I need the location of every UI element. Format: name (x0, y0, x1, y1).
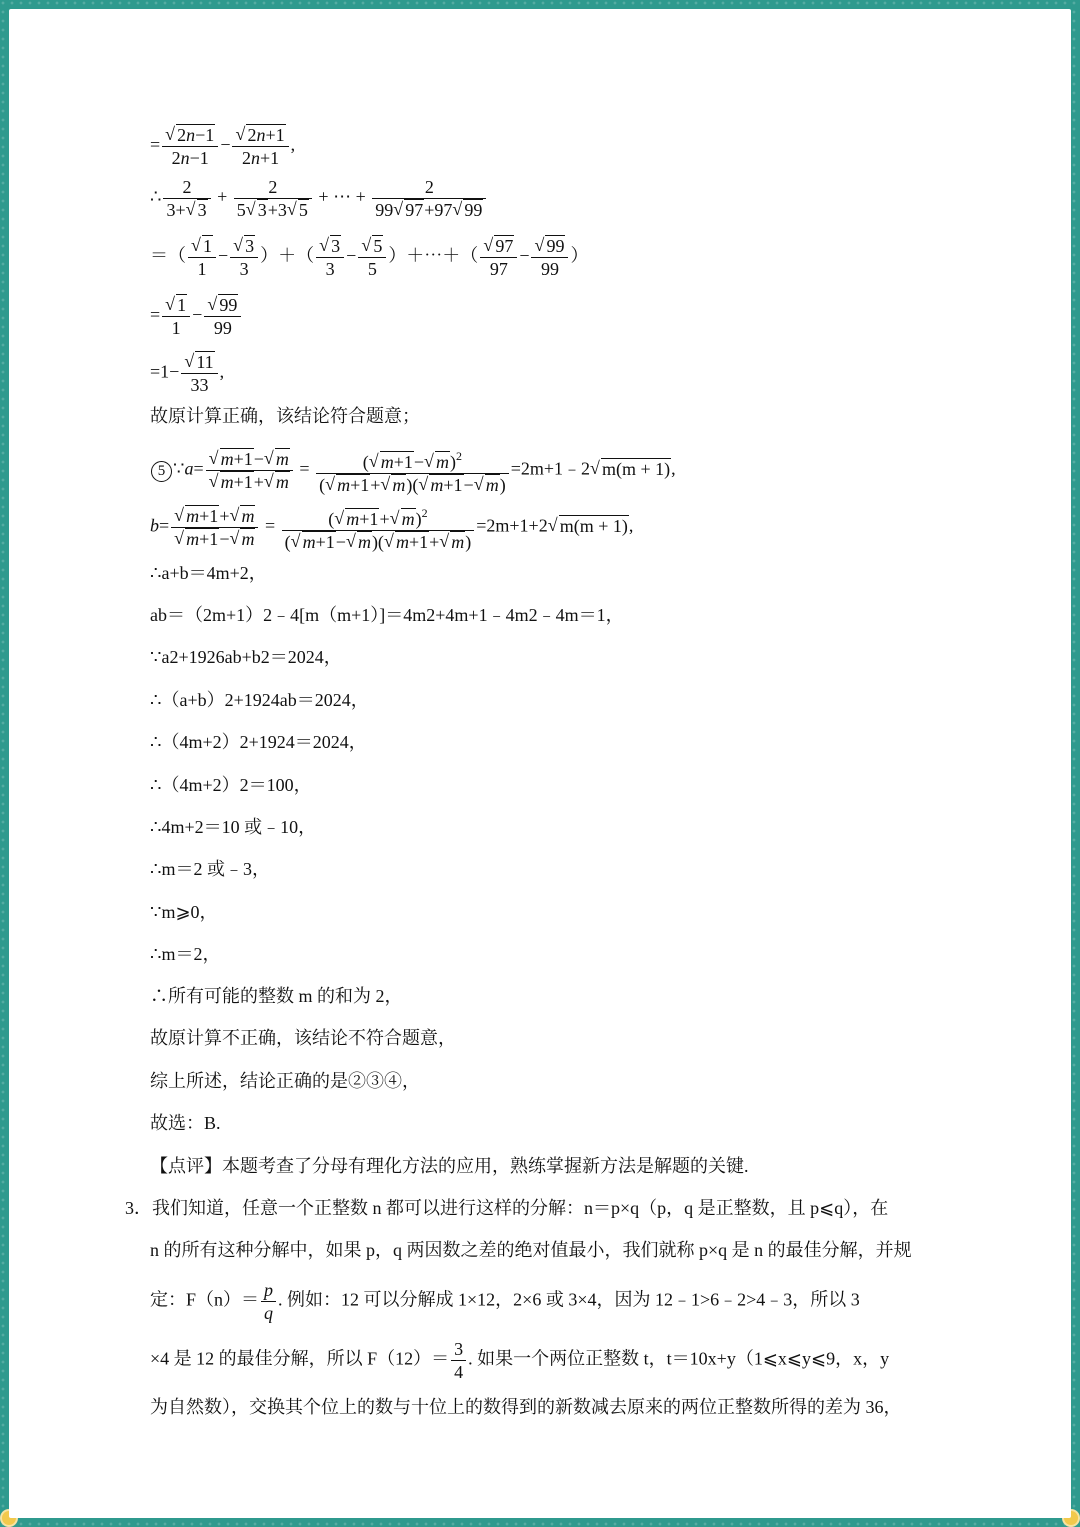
text-line: ab＝（2m+1）2﹣4[m（m+1）]＝4m2+4m+1﹣4m2﹣4m＝1， (150, 605, 624, 625)
question-3-line: 为自然数），交换其个位上的数与十位上的数得到的新数减去原来的两位正整数所得的差为 36， (150, 1397, 902, 1417)
text-line: ∴（4m+2）2＝100， (150, 775, 312, 795)
text-line: ∴a+b＝4m+2， (150, 563, 267, 583)
solution-text (9, 9, 1071, 1518)
math-line: ∴ $\frac{2}{3+√ 3}$ + $\frac{2}{5√ 3+3√ 5}$ + ⋯ + $\frac{2}{99√ 97+97√ 99}$ (150, 176, 488, 221)
text-line: 故原计算不正确，该结论不符合题意， (150, 1028, 456, 1048)
question-3-line: ×4 是 12 的最佳分解，所以 F（12）＝ $\frac{3}{4}$ . 如果一个两位正整数 t，t＝10x+y（1⩽x⩽y⩽9，x，y (150, 1339, 890, 1382)
math-line: = √ $\frac{1}{1}$ − √ $\frac{99}{99}$ (150, 294, 243, 339)
math-line: b= √ m+1+√ m √ m+1−√ m = $\frac{(√ m+1+√ m)^2}{(√ m+1-√ m)(√ m+1+√ m)}$ =2m+1+2√ m(m + 1), (150, 502, 633, 553)
document-page (9, 9, 1071, 1518)
text-line: 故原计算正确，该结论符合题意； (150, 406, 420, 426)
text-line: 故选：B. (150, 1113, 221, 1133)
math-line: 5 ∵a= √ m+1−√ m √ m+1+√ m = $\frac{(√ m+1-√ m)^2}{(√ m+1+√ m)(√ m+1-√ m)}$ =2m+1﹣2√ m(m + 1), (150, 445, 676, 496)
math-line: ＝（ √ $\frac{1}{1}$ − √ $\frac{3}{3}$ ）＋（ √ $\frac{3}{3}$ − √ $\frac{5}{5}$ ）＋⋯＋（ √ $\frac{97}{97}$ − √ $\frac{99}{99}$ ） (150, 235, 588, 280)
text-line: ∵a2+1926ab+b2＝2024， (150, 647, 342, 667)
text-line: ∴4m+2＝10 或﹣10， (150, 817, 317, 837)
text-line: ∴m＝2， (150, 944, 221, 964)
text-line: ∴所有可能的整数 m 的和为 2， (150, 986, 403, 1006)
math-line: = √ $\frac{2n-1}{2n-1}$ − √ $\frac{2n+1}{2n+1}$ , (150, 124, 295, 169)
text-line: ∴（a+b）2+1924ab＝2024， (150, 690, 369, 710)
question-3-line: 定：F（n）＝ $\frac{p}{q}$ . 例如：12 可以分解成 1×12，2×6 或 3×4，因为 12﹣1>6﹣2>4﹣3，所以 3 (150, 1280, 860, 1323)
question-3-line: 3．我们知道，任意一个正整数 n 都可以进行这样的分解：n＝p×q（p，q 是正整数，且 p⩽q），在 (125, 1198, 889, 1218)
text-line: 综上所述，结论正确的是②③④， (150, 1071, 420, 1091)
text-line: ∴（4m+2）2+1924＝2024， (150, 732, 367, 752)
text-line: ∴m＝2 或﹣3， (150, 859, 270, 879)
question-3-line: n 的所有这种分解中，如果 p，q 两因数之差的绝对值最小，我们就称 p×q 是 n 的最佳分解，并规 (150, 1240, 912, 1260)
text-line: ∵m⩾0， (150, 902, 218, 922)
math-line: =1− √ $\frac{11}{33}$ , (150, 351, 224, 396)
comment-line: 【点评】本题考查了分母有理化方法的应用，熟练掌握新方法是解题的关键. (150, 1156, 749, 1176)
